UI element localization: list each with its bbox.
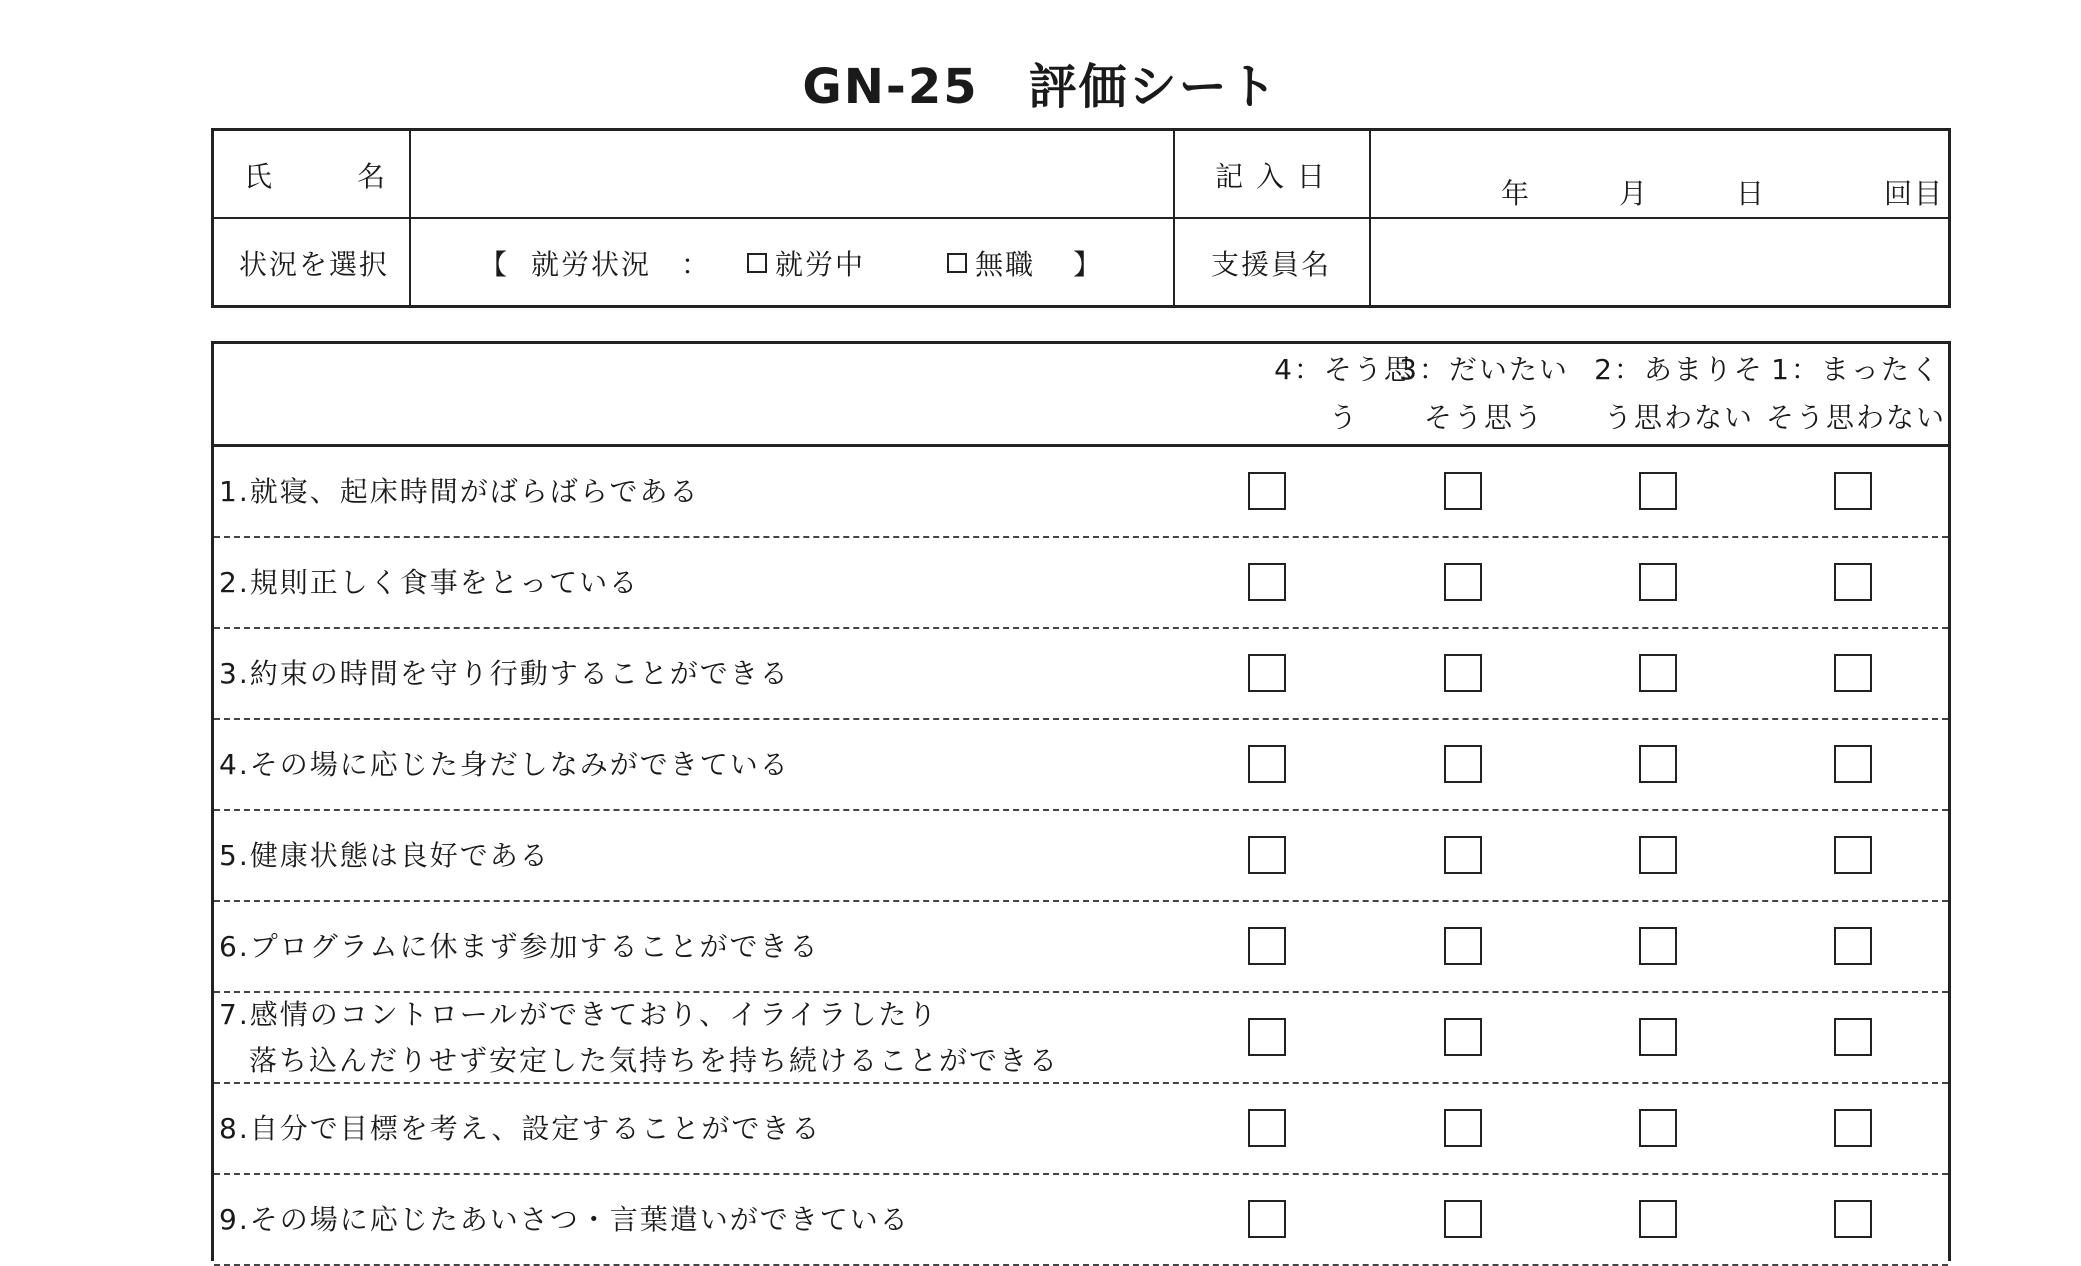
question-number: 5.	[219, 838, 250, 872]
employed-checkbox[interactable]	[747, 253, 767, 273]
header-table	[211, 128, 1951, 308]
rating-checkbox-3[interactable]	[1444, 745, 1482, 783]
question-text	[219, 811, 550, 900]
option-unemployed[interactable]	[947, 243, 1035, 283]
rating-checkbox-2[interactable]	[1639, 927, 1677, 965]
rating-checkbox-4[interactable]	[1248, 745, 1286, 783]
question-text	[219, 629, 790, 718]
rating-checkbox-3[interactable]	[1444, 563, 1482, 601]
rating-checkbox-3[interactable]	[1444, 927, 1482, 965]
question-number: 7.	[219, 997, 250, 1031]
question-number: 3.	[219, 656, 250, 690]
question-text	[219, 1175, 910, 1264]
question-label: 自分で目標を考え、設定することができる	[249, 1111, 822, 1145]
table-row	[214, 629, 1948, 720]
table-row	[214, 1175, 1948, 1266]
date-field[interactable]	[1369, 131, 1954, 218]
question-number: 4.	[219, 747, 250, 781]
scale-header-2-line1: 2：あまりそ	[1594, 353, 1764, 386]
date-label: 記 入 日	[1215, 159, 1327, 193]
rating-checkbox-1[interactable]	[1834, 1200, 1872, 1238]
page-title: GN-25 評価シート	[802, 59, 1279, 115]
rating-checkbox-1[interactable]	[1834, 654, 1872, 692]
rating-checkbox-3[interactable]	[1444, 1109, 1482, 1147]
rating-checkbox-4[interactable]	[1248, 563, 1286, 601]
staff-label: 支援員名	[1210, 248, 1331, 281]
name-field[interactable]	[411, 131, 1171, 217]
table-row	[214, 1084, 1948, 1175]
scale-header-1	[1761, 344, 1951, 444]
rating-checkbox-3[interactable]	[1444, 836, 1482, 874]
question-number: 1.	[219, 474, 250, 508]
rating-checkbox-2[interactable]	[1639, 472, 1677, 510]
question-label: その場に応じたあいさつ・言葉遣いができている	[249, 1202, 910, 1236]
rating-checkbox-4[interactable]	[1248, 654, 1286, 692]
employment-status-label: 就労状況	[531, 248, 652, 281]
rating-checkbox-4[interactable]	[1248, 836, 1286, 874]
table-row	[214, 902, 1948, 993]
rating-checkbox-3[interactable]	[1444, 1200, 1482, 1238]
rating-checkbox-2[interactable]	[1639, 563, 1677, 601]
rating-checkbox-4[interactable]	[1248, 1109, 1286, 1147]
question-line-1	[219, 560, 639, 606]
rating-checkbox-1[interactable]	[1834, 1018, 1872, 1056]
name-label	[214, 131, 409, 218]
question-number: 9.	[219, 1202, 250, 1236]
rating-checkbox-4[interactable]	[1248, 472, 1286, 510]
question-text	[219, 993, 1059, 1082]
scale-header-2	[1569, 344, 1789, 444]
rating-checkbox-2[interactable]	[1639, 1018, 1677, 1056]
date-month-label: 月	[1619, 177, 1650, 210]
question-label: 約束の時間を守り行動することができる	[249, 656, 790, 690]
question-label: その場に応じた身だしなみができている	[249, 747, 790, 781]
question-number: 8.	[219, 1111, 250, 1145]
rating-checkbox-1[interactable]	[1834, 836, 1872, 874]
rating-checkbox-4[interactable]	[1248, 927, 1286, 965]
option-employed[interactable]	[747, 243, 865, 283]
table-row	[214, 538, 1948, 629]
employment-status	[409, 218, 1173, 308]
question-label: 規則正しく食事をとっている	[249, 565, 640, 599]
question-text	[219, 538, 639, 627]
date-year-label: 年	[1501, 177, 1532, 210]
question-line-1	[219, 1106, 821, 1152]
status-label: 状況を選択	[239, 248, 390, 281]
question-line-1	[219, 833, 550, 879]
question-text	[219, 1084, 821, 1173]
question-line-2: 落ち込んだりせず安定した気持ちを持ち続けることができる	[249, 1043, 1060, 1077]
rating-checkbox-4[interactable]	[1248, 1018, 1286, 1056]
rating-checkbox-2[interactable]	[1639, 654, 1677, 692]
question-number: 6.	[219, 929, 250, 963]
name-label-part2: 名	[356, 159, 387, 193]
scale-header-4-line1: 4：そう思う	[1274, 353, 1414, 434]
rating-checkbox-4[interactable]	[1248, 1200, 1286, 1238]
question-number: 2.	[219, 565, 250, 599]
rating-checkbox-2[interactable]	[1639, 1200, 1677, 1238]
table-row	[214, 447, 1948, 538]
question-line-1	[219, 992, 1059, 1038]
rating-checkbox-1[interactable]	[1834, 927, 1872, 965]
unemployed-checkbox[interactable]	[947, 253, 967, 273]
rating-checkbox-1[interactable]	[1834, 745, 1872, 783]
question-line-1	[219, 469, 699, 515]
question-label: 健康状態は良好である	[249, 838, 550, 872]
rating-checkbox-3[interactable]	[1444, 654, 1482, 692]
colon: ：	[681, 248, 712, 281]
table-row	[214, 811, 1948, 902]
question-line-1	[219, 924, 819, 970]
name-label-part1: 氏	[244, 159, 275, 193]
scale-header-3	[1374, 344, 1594, 444]
table-row	[214, 720, 1948, 811]
rating-checkbox-1[interactable]	[1834, 472, 1872, 510]
staff-field[interactable]	[1371, 219, 1951, 307]
question-label: 就寝、起床時間がばらばらである	[249, 474, 700, 508]
date-count-label: 回目	[1884, 177, 1945, 210]
question-text	[219, 720, 790, 809]
scale-header-3-line2: そう思う	[1423, 401, 1544, 434]
scale-header-2-line2: う思わない	[1603, 401, 1754, 434]
employed-label: 就労中	[775, 248, 866, 281]
rating-checkbox-1[interactable]	[1834, 563, 1872, 601]
rating-checkbox-2[interactable]	[1639, 1109, 1677, 1147]
bracket-open: 【	[479, 248, 510, 281]
rating-checkbox-3[interactable]	[1444, 472, 1482, 510]
rating-checkbox-2[interactable]	[1639, 836, 1677, 874]
question-line-1	[219, 651, 790, 697]
question-line-1	[219, 742, 790, 788]
bracket-close: 】	[1073, 248, 1104, 281]
question-line-1	[219, 1197, 910, 1243]
question-text	[219, 902, 819, 991]
date-day-label: 日	[1736, 177, 1767, 210]
scale-header-1-line2: そう思わない	[1765, 401, 1946, 434]
rating-checkbox-1[interactable]	[1834, 1109, 1872, 1147]
rating-checkbox-3[interactable]	[1444, 1018, 1482, 1056]
evaluation-table	[211, 341, 1951, 1261]
table-row	[214, 993, 1948, 1084]
scale-header-1-line1: 1：まったく	[1771, 353, 1941, 386]
question-text	[219, 447, 699, 536]
scale-header-3-line1: 3：だいたい	[1399, 353, 1569, 386]
question-label: 感情のコントロールができており、イライラしたり	[249, 997, 939, 1031]
unemployed-label: 無職	[975, 248, 1036, 281]
rating-checkbox-2[interactable]	[1639, 745, 1677, 783]
question-label: プログラムに休まず参加することができる	[249, 929, 820, 963]
